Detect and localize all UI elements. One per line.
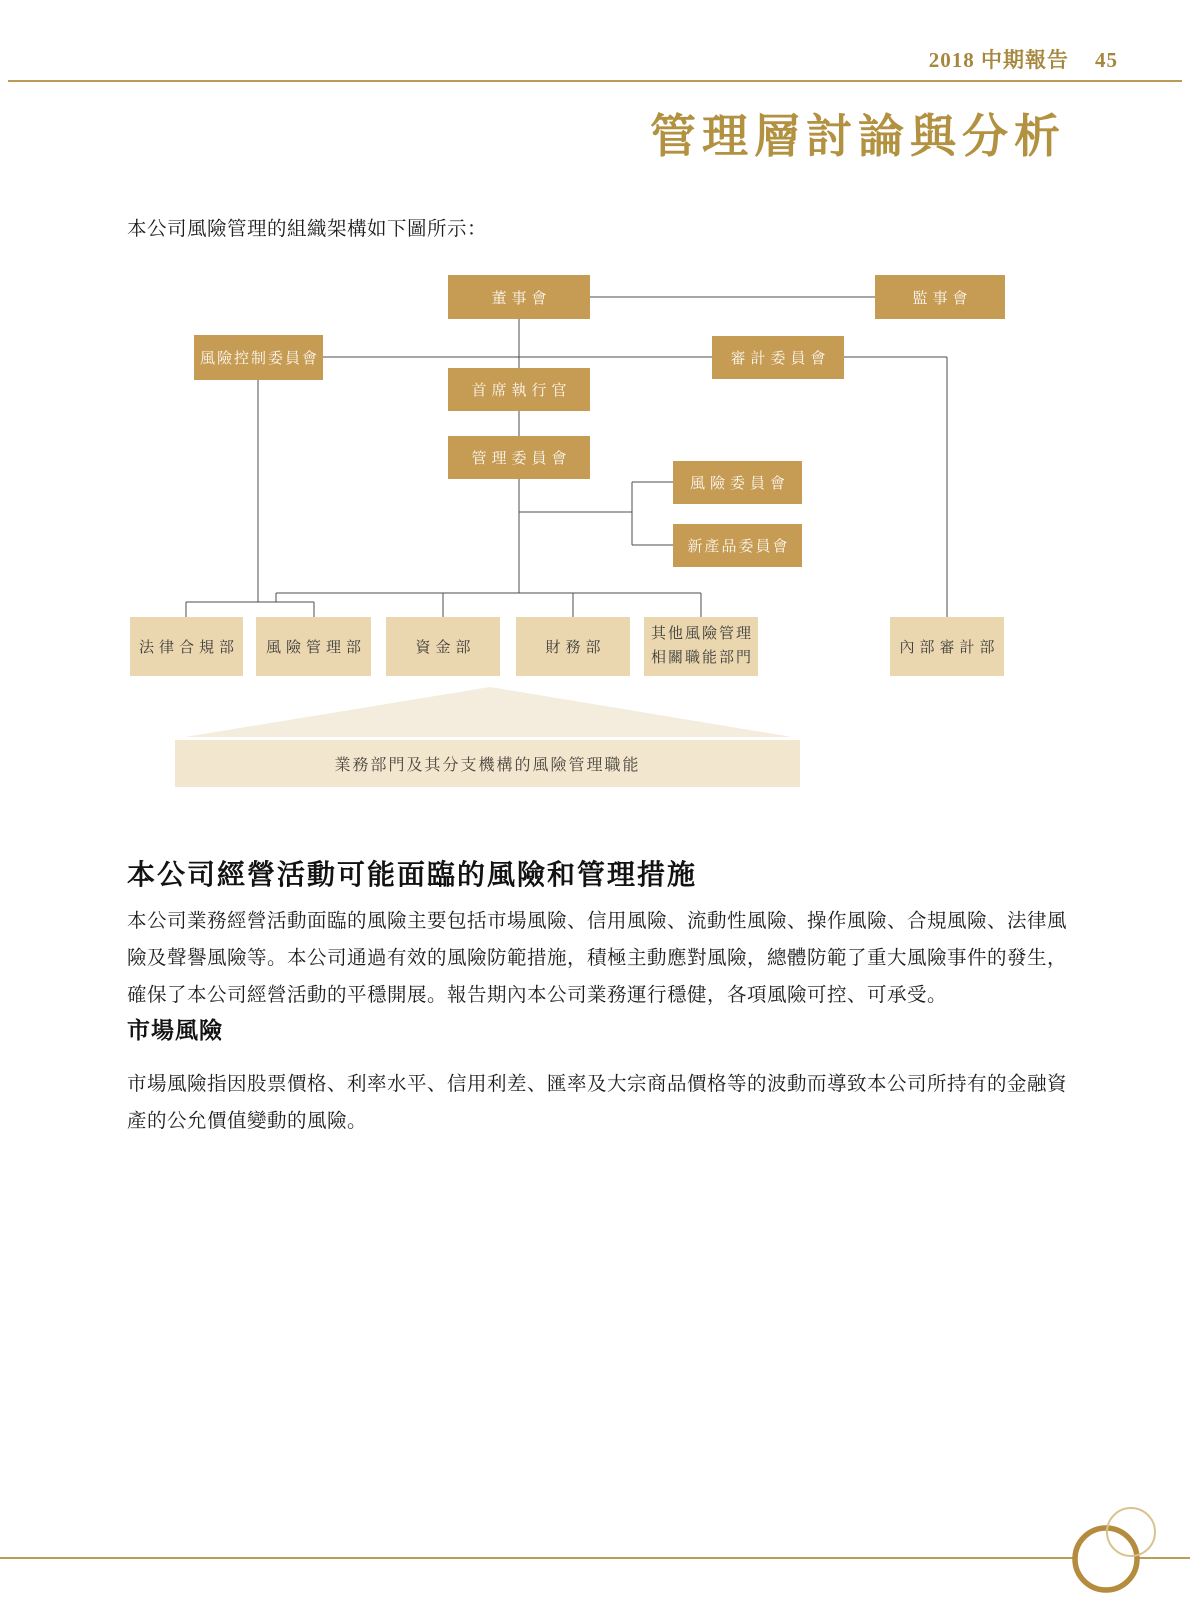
- org-node-risk-committee: 風險委員會: [673, 461, 802, 504]
- risks-section-heading: 本公司經營活動可能面臨的風險和管理措施: [127, 860, 698, 891]
- org-chart-connectors: [0, 250, 1190, 800]
- funnel-triangle: [185, 687, 792, 737]
- page-number: 45: [1095, 48, 1118, 72]
- decorative-ring-large: [1075, 1528, 1137, 1590]
- footer-decoration: [0, 1490, 1190, 1615]
- org-node-new-product-committee: 新產品委員會: [673, 524, 802, 567]
- org-node-internal-audit-dept: 內部審計部: [890, 617, 1004, 676]
- org-node-legal-compliance-dept: 法律合規部: [130, 617, 243, 676]
- org-node-ceo: 首席執行官: [448, 368, 590, 411]
- risks-paragraph: 本公司業務經營活動面臨的風險主要包括市場風險、信用風險、流動性風險、操作風險、合規風險、法律風險及聲譽風險等。本公司通過有效的風險防範措施，積極主動應對風險，總體防範了重大風險事件的發生，確保了本公司經營活動的平穩開展。報告期內本公司業務運行穩健，各項風險可控、可承受。: [127, 911, 1068, 1006]
- page-title: 管理層討論與分析: [650, 111, 1066, 162]
- org-node-other-risk-depts-line1: 其他風險管理: [650, 626, 753, 643]
- org-node-other-risk-depts: [644, 617, 758, 676]
- org-node-management-committee: 管理委員會: [448, 436, 590, 479]
- business-units-bar: 業務部門及其分支機構的風險管理職能: [175, 740, 800, 787]
- market-risk-paragraph: 市場風險指因股票價格、利率水平、信用利差、匯率及大宗商品價格等的波動而導致本公司所持有的金融資產的公允價值變動的風險。: [127, 1074, 1068, 1132]
- org-node-treasury-dept: 資金部: [386, 617, 500, 676]
- header-rule: [8, 80, 1182, 82]
- org-node-board-of-directors: 董事會: [448, 275, 590, 319]
- page-header: [929, 44, 1118, 74]
- org-node-risk-control-committee: 風險控制委員會: [194, 335, 323, 380]
- market-risk-heading: 市場風險: [127, 1018, 223, 1043]
- chart-intro-text: 本公司風險管理的組織架構如下圖所示：: [127, 219, 488, 240]
- report-title: 2018 中期報告: [928, 48, 1069, 72]
- org-node-other-risk-depts-line2: 相關職能部門: [650, 649, 753, 666]
- org-node-finance-dept: 財務部: [516, 617, 630, 676]
- org-node-audit-committee: 審計委員會: [712, 336, 844, 379]
- org-node-supervisory-board: 監事會: [875, 275, 1005, 319]
- org-node-risk-management-dept: 風險管理部: [256, 617, 371, 676]
